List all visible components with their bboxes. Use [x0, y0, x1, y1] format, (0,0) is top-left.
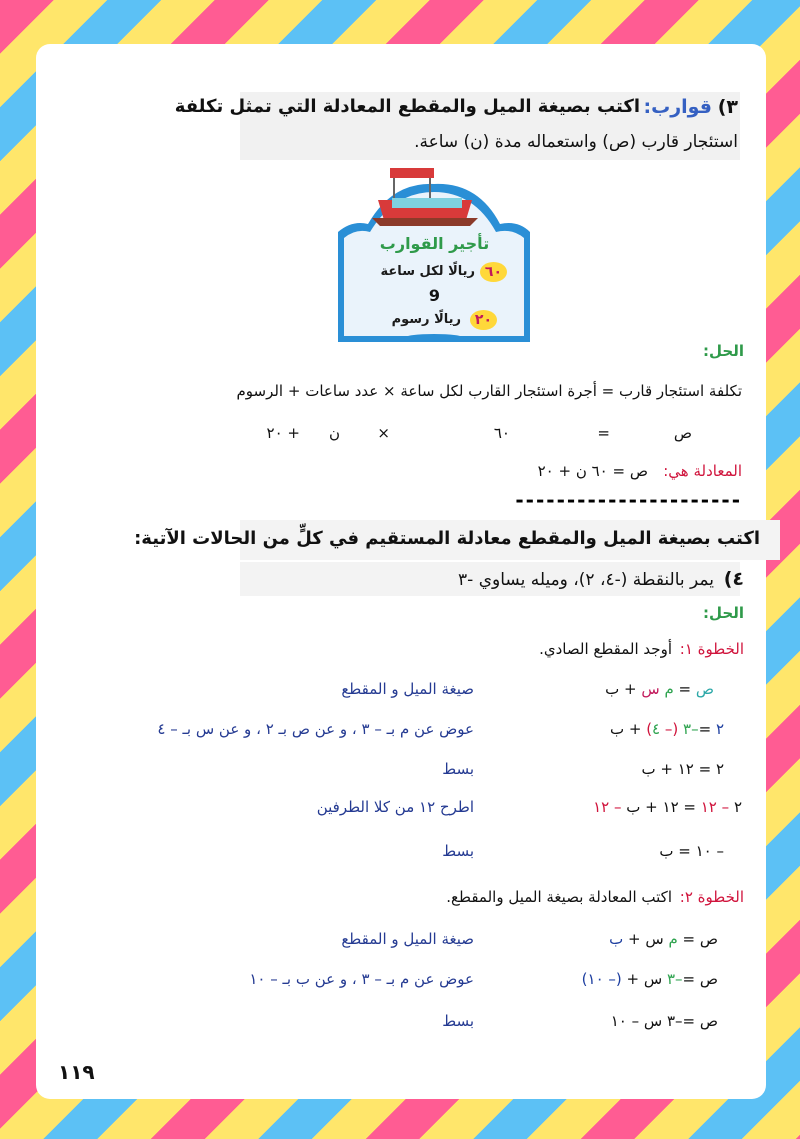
step2-math-2: ص =–٣ س – ١٠	[610, 1012, 718, 1030]
sign-star-20	[470, 310, 497, 330]
step1-note-3: اطرح ١٢ من كلا الطرفين	[316, 798, 474, 816]
question-3-line1: اكتب بصيغة الميل والمقطع المعادلة التي تمثل تكلفة	[174, 96, 640, 117]
fee-badge: ٢٠	[470, 310, 497, 330]
step-2-label: الخطوة ٢:	[679, 888, 744, 906]
sub-plus-20: + ٢٠	[266, 424, 300, 442]
sub-s: ص	[673, 424, 692, 442]
question-3-number: ٣)	[717, 96, 738, 118]
sub-n: ن	[328, 424, 340, 442]
question-3-line2: استئجار قارب (ص) واستعماله مدة (ن) ساعة.	[414, 132, 738, 152]
step1-math-0: ص = م س + ب	[605, 680, 714, 698]
sub-times: ×	[377, 424, 390, 442]
question-3-keyword: قوارب:	[643, 96, 712, 118]
step2-math-1: ص =–٣ س + (– ١٠)	[581, 970, 718, 988]
step1-note-1: عوض عن م بـ – ٣ ، و عن ص بـ ٢ ، و عن س بـ – ٤	[157, 720, 474, 738]
sub-60: ٦٠	[493, 424, 510, 442]
boat-rental-sign	[332, 160, 537, 345]
step2-note-0: صيغة الميل و المقطع	[341, 930, 474, 948]
question-4-text: يمر بالنقطة (-٤، ٢)، وميله يساوي -٣	[458, 570, 714, 590]
step1-math-2: ٢ = ١٢ + ب	[641, 760, 724, 778]
dashed-divider: ----------------------	[515, 488, 742, 512]
solution-2-label: الحل:	[703, 604, 744, 622]
step1-math-3: ٢ – ١٢ = ١٢ + ب – ١٢	[593, 798, 742, 816]
sign-title: تأجير القوارب	[379, 234, 490, 253]
solution-1-label: الحل:	[703, 342, 744, 360]
page-number: ١١٩	[58, 1060, 95, 1084]
question-4-number: ٤)	[723, 568, 744, 590]
step1-note-0: صيغة الميل و المقطع	[341, 680, 474, 698]
step2-note-2: بسط	[442, 1012, 474, 1030]
step2-math-0: ص = م س + ب	[609, 930, 718, 948]
sub-eq: =	[597, 424, 610, 442]
equation-value: ص = ٦٠ ن + ٢٠	[537, 462, 648, 480]
price-per-hour-badge: ٦٠	[480, 262, 507, 282]
step-1-text: أوجد المقطع الصادي.	[539, 640, 672, 658]
step-2-text: اكتب المعادلة بصيغة الميل والمقطع.	[446, 888, 672, 906]
step1-note-2: بسط	[442, 760, 474, 778]
step1-note-4: بسط	[442, 842, 474, 860]
sign-middle-mark: 9	[428, 286, 441, 305]
step1-math-1: ٢ =–٣ (– ٤) + ب	[609, 720, 724, 738]
step2-note-1: عوض عن م بـ – ٣ ، و عن ب بـ – ١٠	[249, 970, 474, 988]
step1-math-4: – ١٠ = ب	[659, 842, 724, 860]
price-per-hour-text: ريالًا لكل ساعة	[380, 264, 475, 279]
step-1-label: الخطوة ١:	[679, 640, 744, 658]
sign-star-60	[480, 262, 507, 282]
solution-1-formula: تكلفة استئجار قارب = أجرة استئجار القارب لكل ساعة × عدد ساعات + الرسوم	[236, 382, 742, 400]
section-heading: اكتب بصيغة الميل والمقطع معادلة المستقيم في كلٍّ من الحالات الآتية:	[134, 528, 760, 549]
fee-text: ريالًا رسوم	[391, 312, 461, 327]
equation-label: المعادلة هي:	[663, 462, 742, 480]
